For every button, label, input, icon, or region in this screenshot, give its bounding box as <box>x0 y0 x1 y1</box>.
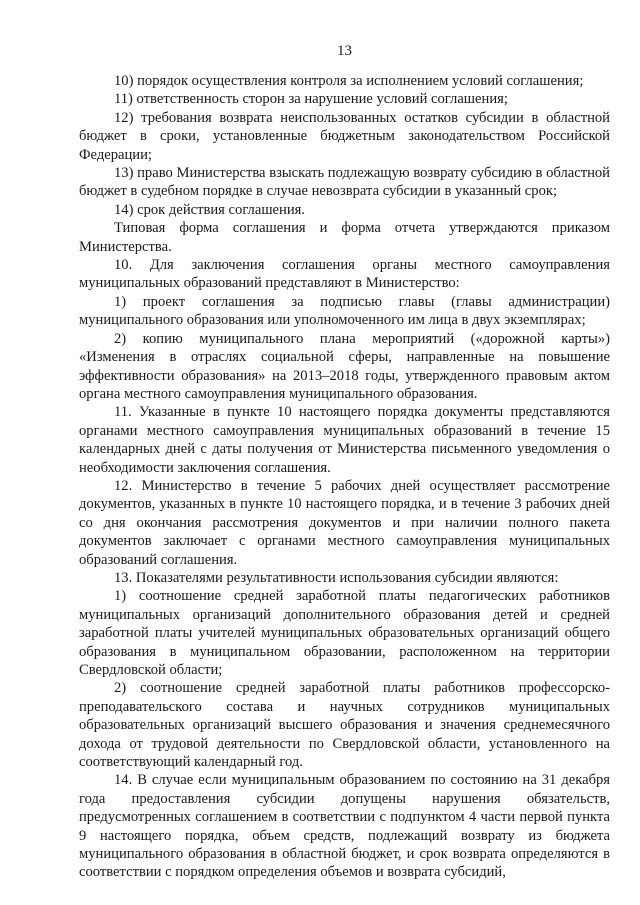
page-number: 13 <box>337 43 352 59</box>
paragraph-item-13: 13) право Министерства взыскать подлежащую возврату субсидию в областной бюджет в судебном порядке в случае невозврата субсидии в указанный срок; <box>79 165 610 200</box>
paragraph-clause-13-item-2: 2) соотношение средней заработной платы работников профессорско-преподавательского состава и научных сотрудников муниципальных образовательных организаций высшего образования и значения среднемесячного дохода от трудовой деятельности по Свердловской области, установленного на соответствующий календарный год. <box>79 680 610 771</box>
paragraph-item-14: 14) срок действия соглашения. <box>114 201 306 218</box>
paragraph-clause-10-item-1: 1) проект соглашения за подписью главы (главы администрации) муниципального образования или уполномоченного им лица в двух экземплярах; <box>79 293 610 329</box>
paragraph-clause-10-item-2: 2) копию муниципального плана мероприятий («дорожной карты») «Изменения в отраслях социальной сферы, направленные на повышение эффективности образования» на 2013–2018 годы, утвержденного правовым актом органа местного самоуправления муниципального образования. <box>79 330 610 402</box>
paragraph-item-11: 11) ответственность сторон за нарушение условий соглашения; <box>114 91 508 108</box>
paragraph-template-form: Типовая форма соглашения и форма отчета утверждаются приказом Министерства. <box>79 220 610 255</box>
paragraph-item-12: 12) требования возврата неиспользованных остатков субсидии в областной бюджет в сроки, установленные бюджетным законодательством Российской Федерации; <box>79 109 610 163</box>
paragraph-clause-13: 13. Показателями результативности использования субсидии являются: <box>114 569 559 586</box>
paragraph-item-10: 10) порядок осуществления контроля за исполнением условий соглашения; <box>114 73 584 89</box>
paragraph-clause-10: 10. Для заключения соглашения органы местного самоуправления муниципальных образований представляют в Министерство: <box>79 257 610 292</box>
paragraph-clause-13-item-1: 1) соотношение средней заработной платы педагогических работников муниципальных организаций дополнительного образования детей и средней заработной платы учителей муниципальных образовательных организаций общего образования в муниципальном образовании, расположенном на территории Свердловской области; <box>79 588 610 678</box>
paragraph-clause-12: 12. Министерство в течение 5 рабочих дней осуществляет рассмотрение документов, указанных в пункте 10 настоящего порядка, и в течение 3 рабочих дней со дня окончания рассмотрения документов и при наличии полного пакета документов заключает с органами местного самоуправления муниципальных образований соглашения. <box>79 477 610 568</box>
paragraph-clause-14: 14. В случае если муниципальным образованием по состоянию на 31 декабря года предоставления субсидии допущены нарушения обязательств, предусмотренных соглашением в соответствии с подпунктом 4 части первой пункта 9 настоящего порядка, объем средств, подлежащий возврату из бюджета муниципального образования в областной бюджет, и срок возврата определяются в соответствии с порядком определения объемов и возврата субсидий, <box>79 772 610 881</box>
paragraph-clause-11: 11. Указанные в пункте 10 настоящего порядка документы представляются органами местного самоуправления муниципальных образований в течение 15 календарных дней с даты получения от Министерства письменного уведомления о необходимости заключения соглашения. <box>79 404 610 476</box>
document-body <box>79 72 610 882</box>
